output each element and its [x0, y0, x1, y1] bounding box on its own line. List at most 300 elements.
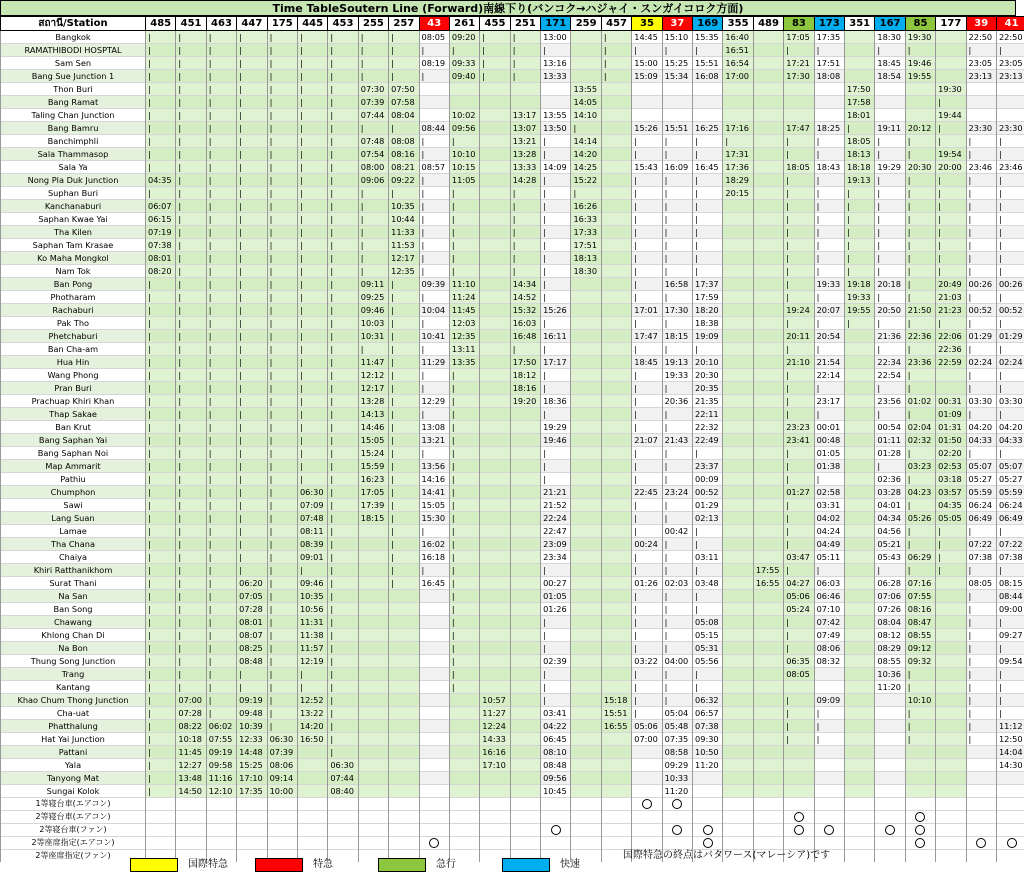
station-name: Hua Hin [1, 356, 146, 369]
station-name: RAMATHIBODI HOSPTAL [1, 44, 146, 57]
time-cell: | [966, 694, 996, 707]
time-cell: | [632, 499, 662, 512]
time-cell: | [996, 213, 1024, 226]
time-cell [389, 642, 419, 655]
time-cell: | [297, 239, 327, 252]
time-cell: | [267, 356, 297, 369]
time-cell: | [297, 252, 327, 265]
time-cell: | [328, 486, 358, 499]
time-cell: | [237, 369, 267, 382]
time-cell: | [297, 44, 327, 57]
time-cell [601, 330, 631, 343]
time-cell: | [176, 304, 206, 317]
time-cell [936, 707, 966, 720]
time-cell [510, 772, 540, 785]
time-cell [723, 499, 753, 512]
time-cell: 08:16 [905, 603, 935, 616]
time-cell: | [875, 135, 905, 148]
time-cell [480, 265, 510, 278]
time-cell: | [784, 174, 814, 187]
time-cell: | [267, 551, 297, 564]
time-cell: | [632, 44, 662, 57]
time-cell: | [206, 434, 236, 447]
time-cell: | [662, 148, 692, 161]
time-cell: | [206, 577, 236, 590]
time-cell [419, 642, 449, 655]
time-cell: 09:14 [267, 772, 297, 785]
time-cell [723, 395, 753, 408]
time-cell [936, 733, 966, 746]
time-cell: 07:38 [996, 551, 1024, 564]
time-cell: | [784, 252, 814, 265]
time-cell: 04:35 [146, 174, 176, 187]
time-cell [449, 720, 479, 733]
time-cell: 09:12 [905, 642, 935, 655]
time-cell [753, 70, 783, 83]
time-cell: | [693, 564, 723, 577]
time-cell [389, 629, 419, 642]
time-cell: 23:24 [662, 486, 692, 499]
time-cell: | [206, 694, 236, 707]
time-cell: 12:12 [358, 369, 388, 382]
time-cell: | [632, 213, 662, 226]
time-cell: | [449, 499, 479, 512]
time-cell [449, 83, 479, 96]
time-cell: 11:57 [297, 642, 327, 655]
car-class-cell [206, 811, 236, 824]
time-cell [844, 382, 874, 395]
time-cell [571, 759, 601, 772]
time-cell [480, 304, 510, 317]
car-class-cell [905, 824, 935, 837]
timetable-row [1, 499, 1024, 512]
train-number-header: 171 [541, 17, 571, 31]
time-cell: 17:10 [237, 772, 267, 785]
time-cell: | [784, 707, 814, 720]
station-name: Ko Maha Mongkol [1, 252, 146, 265]
time-cell: | [632, 265, 662, 278]
car-class-cell [146, 798, 176, 811]
time-cell: | [693, 174, 723, 187]
time-cell: | [905, 265, 935, 278]
time-cell: | [449, 434, 479, 447]
time-cell: | [389, 473, 419, 486]
time-cell: 15:24 [358, 447, 388, 460]
time-cell: | [206, 148, 236, 161]
time-cell [723, 460, 753, 473]
time-cell: | [146, 538, 176, 551]
time-cell: | [389, 447, 419, 460]
time-cell: | [206, 57, 236, 70]
time-cell [753, 174, 783, 187]
station-name: Phatthalung [1, 720, 146, 733]
time-cell: | [996, 343, 1024, 356]
time-cell: 17:47 [632, 330, 662, 343]
time-cell [936, 681, 966, 694]
time-cell: | [328, 616, 358, 629]
time-cell: 10:31 [358, 330, 388, 343]
time-cell: 15:09 [632, 70, 662, 83]
time-cell: | [328, 109, 358, 122]
time-cell: | [176, 70, 206, 83]
time-cell: 05:21 [875, 538, 905, 551]
car-class-cell [206, 837, 236, 850]
time-cell: | [328, 499, 358, 512]
available-circle-icon [1007, 838, 1017, 848]
time-cell: | [510, 252, 540, 265]
time-cell: | [206, 109, 236, 122]
time-cell: 04:49 [814, 538, 844, 551]
train-number-header: 83 [784, 17, 814, 31]
car-class-cell [510, 811, 540, 824]
time-cell: | [662, 499, 692, 512]
time-cell: | [146, 330, 176, 343]
time-cell [723, 265, 753, 278]
time-cell: 18:16 [510, 382, 540, 395]
time-cell: | [176, 96, 206, 109]
time-cell: | [632, 473, 662, 486]
time-cell [844, 733, 874, 746]
station-name: Thung Song Junction [1, 655, 146, 668]
legend-swatch [255, 858, 303, 872]
time-cell: 14:20 [297, 720, 327, 733]
time-cell: 08:04 [875, 616, 905, 629]
time-cell [419, 83, 449, 96]
time-cell: | [146, 421, 176, 434]
time-cell: 02:24 [996, 356, 1024, 369]
time-cell: | [389, 291, 419, 304]
timetable-row [1, 343, 1024, 356]
time-cell: | [146, 304, 176, 317]
time-cell: | [176, 564, 206, 577]
time-cell [814, 83, 844, 96]
time-cell: 23:30 [996, 122, 1024, 135]
time-cell [723, 304, 753, 317]
time-cell [753, 720, 783, 733]
time-cell: | [814, 200, 844, 213]
time-cell: 08:07 [237, 629, 267, 642]
time-cell: | [510, 200, 540, 213]
time-cell: 21:10 [784, 356, 814, 369]
time-cell [510, 785, 540, 798]
time-cell: 00:09 [693, 473, 723, 486]
time-cell [480, 460, 510, 473]
time-cell [723, 746, 753, 759]
time-cell [601, 122, 631, 135]
time-cell: 17:10 [480, 759, 510, 772]
time-cell: 07:58 [389, 96, 419, 109]
time-cell: | [389, 31, 419, 44]
train-number-header: 43 [419, 17, 449, 31]
time-cell [571, 70, 601, 83]
time-cell: | [541, 135, 571, 148]
time-cell [601, 473, 631, 486]
time-cell [784, 746, 814, 759]
time-cell [571, 460, 601, 473]
time-cell: 01:02 [905, 395, 935, 408]
time-cell [419, 785, 449, 798]
car-class-cell [601, 811, 631, 824]
time-cell: | [875, 564, 905, 577]
time-cell [480, 200, 510, 213]
time-cell: 11:33 [389, 226, 419, 239]
time-cell: | [996, 317, 1024, 330]
time-cell: | [844, 200, 874, 213]
time-cell: 17:01 [632, 304, 662, 317]
time-cell: | [905, 278, 935, 291]
time-cell [723, 538, 753, 551]
time-cell: | [297, 421, 327, 434]
time-cell [601, 304, 631, 317]
time-cell: | [176, 577, 206, 590]
time-cell [571, 304, 601, 317]
time-cell: | [814, 343, 844, 356]
time-cell: | [844, 122, 874, 135]
time-cell: | [541, 317, 571, 330]
time-cell: | [328, 707, 358, 720]
time-cell [753, 395, 783, 408]
time-cell: | [237, 83, 267, 96]
time-cell [966, 759, 996, 772]
time-cell [601, 83, 631, 96]
car-class-cell [389, 837, 419, 850]
time-cell [510, 408, 540, 421]
time-cell: 15:25 [662, 57, 692, 70]
time-cell: | [328, 382, 358, 395]
time-cell [753, 759, 783, 772]
time-cell [632, 83, 662, 96]
time-cell: | [966, 681, 996, 694]
car-class-cell [541, 811, 571, 824]
car-class-cell [267, 798, 297, 811]
time-cell [844, 486, 874, 499]
time-cell: | [875, 382, 905, 395]
time-cell: | [814, 564, 844, 577]
station-column-header: สถานี/Station [1, 17, 146, 31]
time-cell: 19:44 [936, 109, 966, 122]
time-cell [753, 746, 783, 759]
time-cell [358, 720, 388, 733]
time-cell: | [632, 551, 662, 564]
time-cell [601, 616, 631, 629]
time-cell [814, 96, 844, 109]
time-cell: 23:56 [875, 395, 905, 408]
time-cell: | [541, 174, 571, 187]
time-cell: 09:33 [449, 57, 479, 70]
time-cell: | [328, 70, 358, 83]
time-cell: 07:22 [996, 538, 1024, 551]
timetable-row [1, 447, 1024, 460]
time-cell [723, 83, 753, 96]
car-class-cell [480, 837, 510, 850]
time-cell [753, 122, 783, 135]
time-cell [601, 538, 631, 551]
time-cell [510, 538, 540, 551]
time-cell: | [237, 44, 267, 57]
time-cell [601, 512, 631, 525]
time-cell: | [389, 70, 419, 83]
time-cell: 01:29 [966, 330, 996, 343]
time-cell [723, 551, 753, 564]
station-name: Lamae [1, 525, 146, 538]
time-cell: | [328, 694, 358, 707]
time-cell: | [389, 57, 419, 70]
timetable-row [1, 96, 1024, 109]
car-class-cell [966, 811, 996, 824]
legend-note: 国際特急の終点はバタワース(マレーシア)です [623, 850, 831, 861]
time-cell: 06:57 [693, 707, 723, 720]
time-cell: | [966, 239, 996, 252]
time-cell: | [784, 473, 814, 486]
time-cell [601, 746, 631, 759]
time-cell [601, 174, 631, 187]
time-cell [389, 759, 419, 772]
time-cell: 13:56 [419, 460, 449, 473]
time-cell: | [237, 551, 267, 564]
time-cell: | [328, 720, 358, 733]
time-cell: 14:48 [237, 746, 267, 759]
time-cell: | [449, 642, 479, 655]
time-cell: | [632, 681, 662, 694]
time-cell: 14:04 [996, 746, 1024, 759]
time-cell: | [662, 213, 692, 226]
time-cell [510, 668, 540, 681]
time-cell: | [206, 174, 236, 187]
time-cell: 16:48 [510, 330, 540, 343]
time-cell: 07:39 [267, 746, 297, 759]
time-cell: | [297, 369, 327, 382]
time-cell: 12:50 [996, 733, 1024, 746]
station-name: Pathiu [1, 473, 146, 486]
train-number-header: 175 [267, 17, 297, 31]
time-cell [601, 447, 631, 460]
time-cell: | [905, 564, 935, 577]
car-class-cell [419, 798, 449, 811]
time-cell [723, 200, 753, 213]
time-cell: | [996, 642, 1024, 655]
time-cell: | [632, 226, 662, 239]
time-cell: | [297, 57, 327, 70]
time-cell: | [297, 31, 327, 44]
time-cell: 08:15 [996, 577, 1024, 590]
time-cell: | [297, 668, 327, 681]
legend-label: 特急 [313, 859, 333, 870]
time-cell: | [632, 616, 662, 629]
time-cell: | [267, 408, 297, 421]
time-cell: | [784, 239, 814, 252]
time-cell [571, 603, 601, 616]
time-cell: | [297, 564, 327, 577]
car-class-cell [784, 798, 814, 811]
time-cell: | [176, 382, 206, 395]
time-cell: 08:21 [389, 161, 419, 174]
time-cell: | [844, 239, 874, 252]
time-cell [936, 720, 966, 733]
timetable-row [1, 720, 1024, 733]
time-cell: 11:38 [297, 629, 327, 642]
time-cell: | [966, 590, 996, 603]
time-cell: 05:31 [693, 642, 723, 655]
time-cell: | [662, 590, 692, 603]
time-cell: | [237, 434, 267, 447]
time-cell [996, 83, 1024, 96]
time-cell: 23:09 [541, 538, 571, 551]
time-cell: 09:39 [419, 278, 449, 291]
time-cell: 21:07 [632, 434, 662, 447]
time-cell: | [784, 616, 814, 629]
time-cell: | [875, 239, 905, 252]
time-cell [601, 577, 631, 590]
available-circle-icon [824, 825, 834, 835]
time-cell [844, 395, 874, 408]
time-cell: | [966, 720, 996, 733]
time-cell: | [510, 265, 540, 278]
time-cell [480, 681, 510, 694]
timetable-row [1, 694, 1024, 707]
car-class-cell [936, 798, 966, 811]
time-cell: | [419, 213, 449, 226]
time-cell: 11:47 [358, 356, 388, 369]
time-cell: | [176, 512, 206, 525]
car-class-cell [237, 811, 267, 824]
time-cell: | [358, 70, 388, 83]
time-cell: | [297, 447, 327, 460]
time-cell [480, 109, 510, 122]
car-class-cell [662, 837, 692, 850]
time-cell: | [206, 395, 236, 408]
time-cell [753, 551, 783, 564]
car-class-cell [480, 798, 510, 811]
time-cell: 23:13 [996, 70, 1024, 83]
time-cell [844, 512, 874, 525]
time-cell [510, 642, 540, 655]
time-cell: | [146, 317, 176, 330]
time-cell: 22:47 [541, 525, 571, 538]
time-cell [601, 395, 631, 408]
time-cell [480, 785, 510, 798]
time-cell: 17:33 [571, 226, 601, 239]
time-cell: 12:29 [419, 395, 449, 408]
timetable-row [1, 317, 1024, 330]
time-cell: | [267, 70, 297, 83]
time-cell [723, 213, 753, 226]
car-class-cell [541, 837, 571, 850]
time-cell [449, 733, 479, 746]
available-circle-icon [885, 825, 895, 835]
time-cell: 16:11 [541, 330, 571, 343]
time-cell: | [784, 226, 814, 239]
time-cell: | [541, 629, 571, 642]
time-cell [814, 668, 844, 681]
time-cell [510, 577, 540, 590]
time-cell [480, 590, 510, 603]
car-class-row [1, 824, 1024, 837]
timetable-row [1, 213, 1024, 226]
time-cell: 14:25 [571, 161, 601, 174]
time-cell [844, 44, 874, 57]
timetable-row [1, 538, 1024, 551]
time-cell [571, 512, 601, 525]
time-cell: 00:48 [814, 434, 844, 447]
time-cell: | [328, 330, 358, 343]
train-number-header: 37 [662, 17, 692, 31]
time-cell: | [237, 252, 267, 265]
time-cell [358, 551, 388, 564]
time-cell: 18:13 [571, 252, 601, 265]
time-cell [996, 785, 1024, 798]
time-cell: | [328, 265, 358, 278]
time-cell: 17:35 [237, 785, 267, 798]
